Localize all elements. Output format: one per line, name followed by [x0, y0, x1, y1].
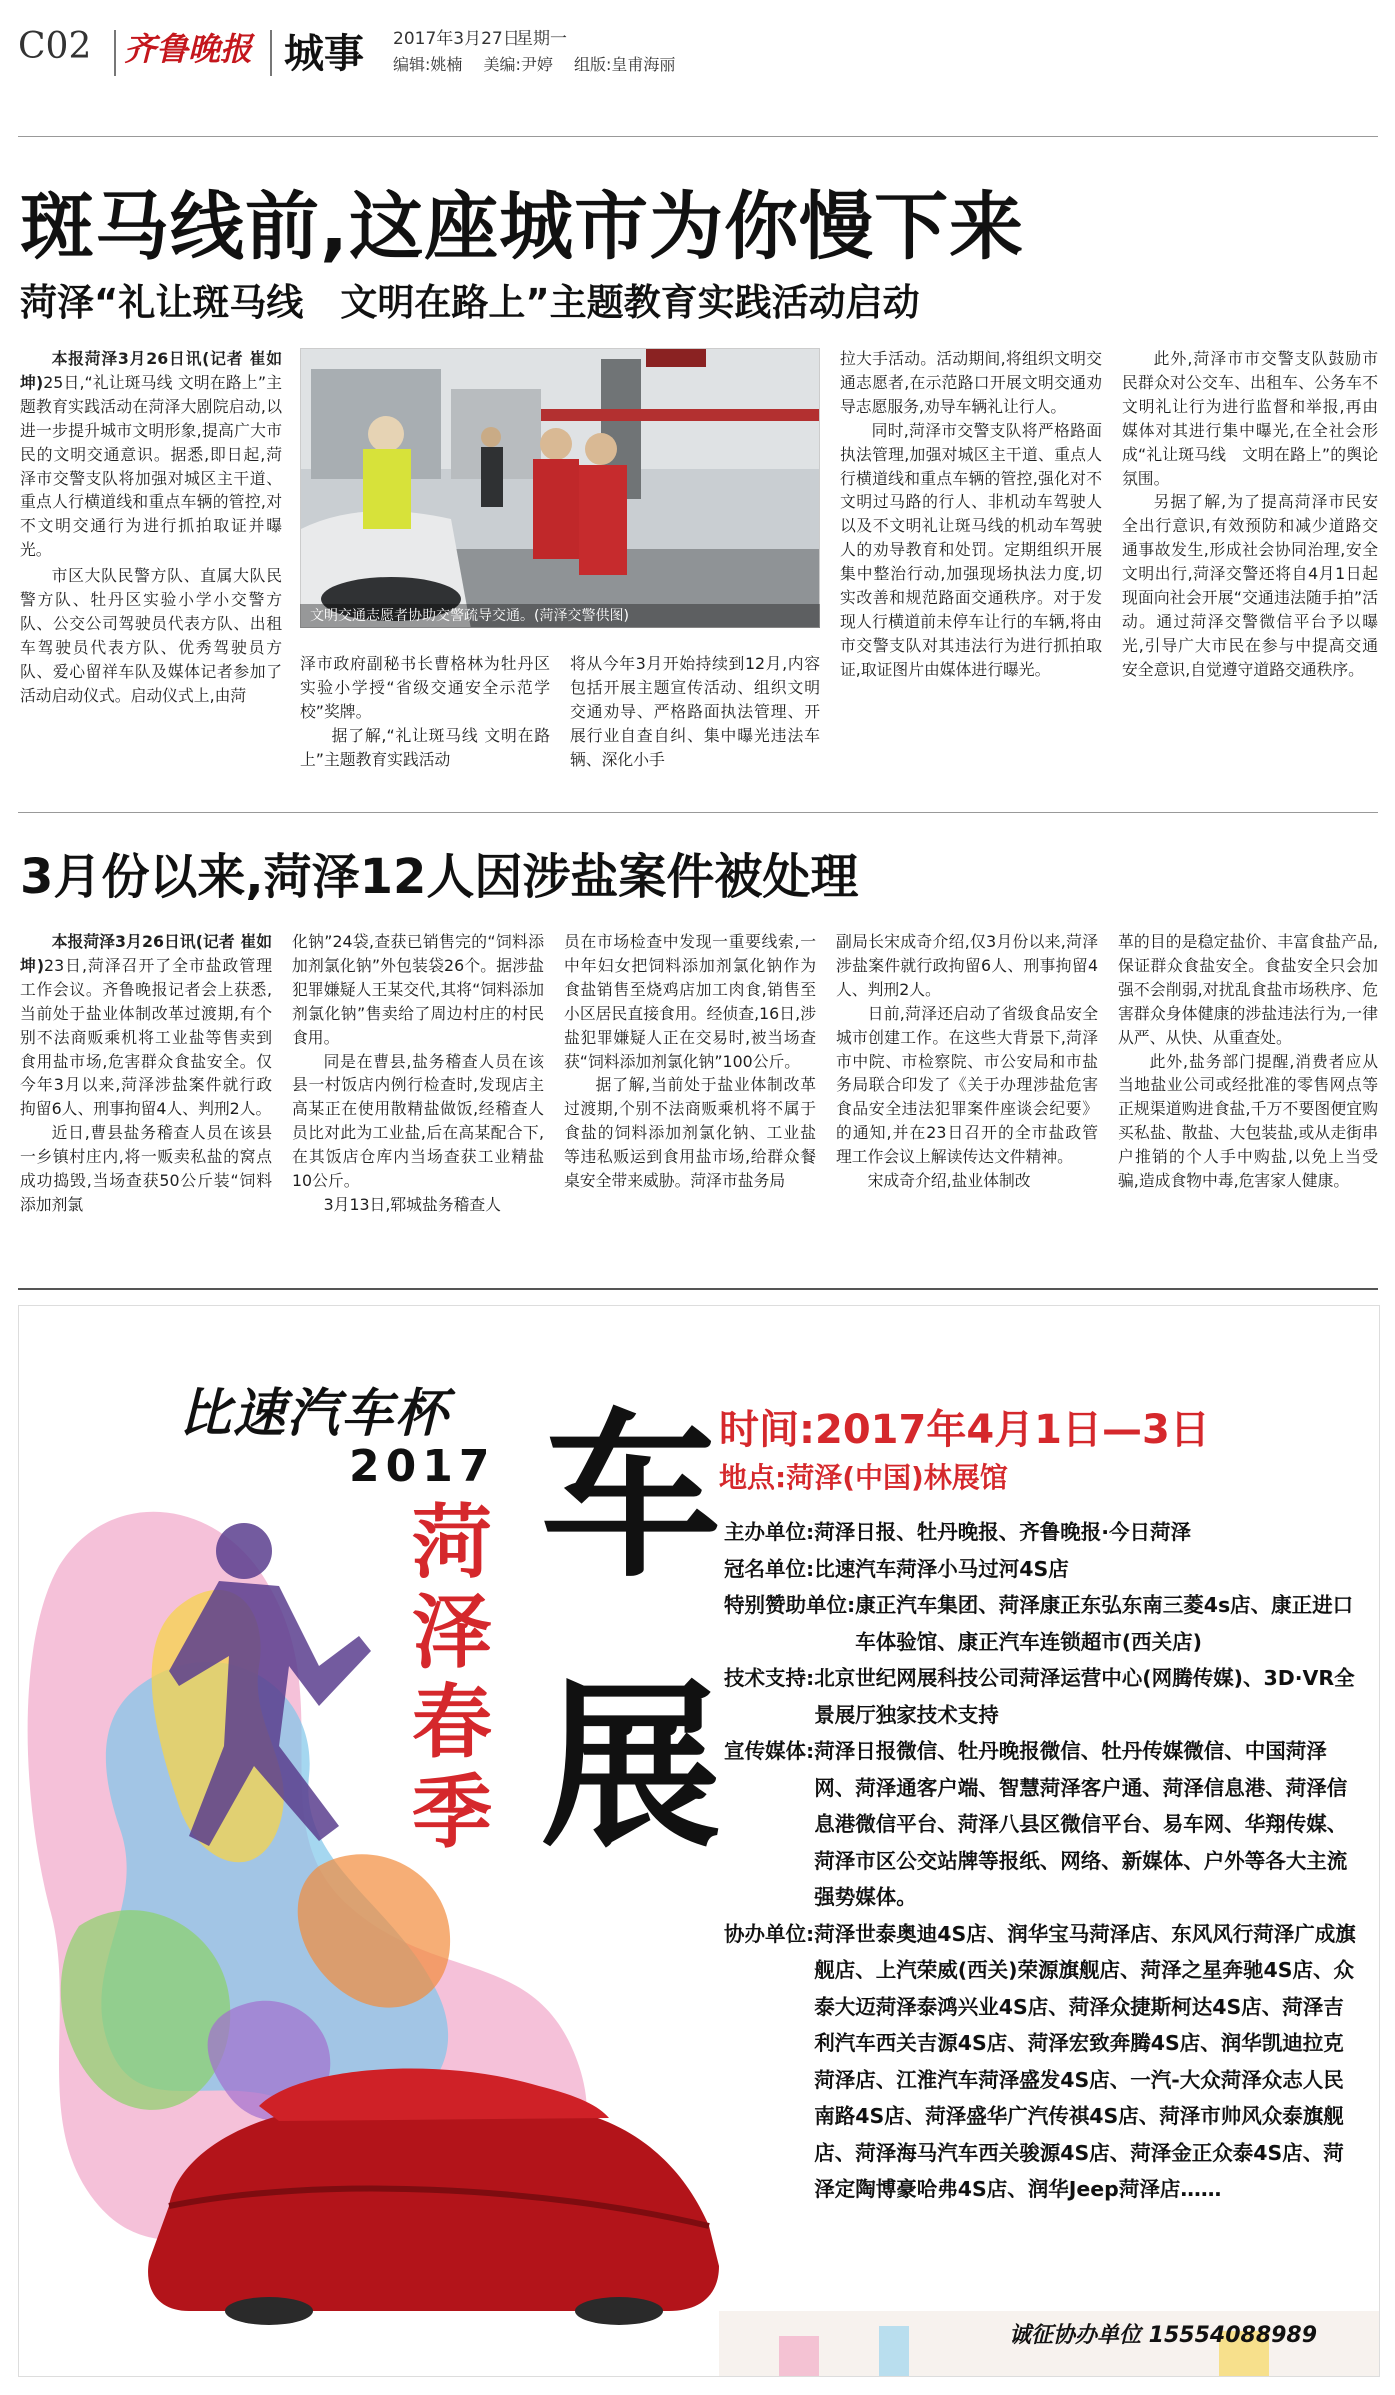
ad-place: 地点:菏泽(中国)林展馆	[719, 1461, 1008, 1494]
auto-show-advertisement	[18, 1305, 1380, 2377]
article1-headline: 斑马线前,这座城市为你慢下来	[20, 184, 1025, 270]
issue-weekday: 星期一	[516, 29, 567, 49]
article1-photo	[300, 348, 820, 628]
article1-dateline: 本报菏泽3月26日讯(记者 崔如坤)	[20, 349, 282, 392]
ad-info-row: 冠名单位: 比速汽车菏泽小马过河4S店	[724, 1556, 1069, 1581]
article2-column-3: 员在市场检查中发现一重要线索,一中年妇女把饲料添加剂氯化钠作为食盐销售至烧鸡店加工肉食,销售至小区居民直接食用。经侦查,16日,涉盐犯罪嫌疑人正在交易时,被当场查获“饲料添加剂氯化钠”100公斤。 据了解,当前处于盐业体制改革过渡期,个别不法商贩乘机将不属于食盐的饲料添加剂氯化钠、工业盐等违私贩运到食用盐市场,给群众餐桌安全带来威胁。菏泽市盐务局	[564, 932, 816, 1191]
section-rule	[18, 812, 1378, 813]
ad-big-title: 车展	[541, 1391, 722, 1872]
paper-name-logo: 齐鲁晚报	[124, 30, 253, 68]
article2-column-5: 革的目的是稳定盐价、丰富食盐产品,保证群众食盐安全。食盐安全只会加强不会削弱,对扰乱食盐市场秩序、危害群众身体健康的涉盐违法行为,一律从严、从快、从重查处。 此外,盐务部门提醒,消费者应从当地盐业公司或经批准的零售网点等正规渠道购进食盐,千万不要图便宜购买私盐、散盐、大包装盐,或从走街串户推销的个人手中购盐,以免上当受骗,造成食物中毒,危害家人健康。	[1118, 932, 1378, 1191]
ad-info-row: 技术支持: 北京世纪网展科技公司菏泽运营中心(网腾传媒)、3D·VR全景展厅独家技术支持	[724, 1666, 1355, 1727]
masthead	[18, 18, 1378, 118]
article2-column-2: 化钠”24袋,查获已销售完的“饲料添加剂氯化钠”外包装袋26个。据涉盐犯罪嫌疑人王某交代,其将“饲料添加剂氯化钠”售卖给了周边村庄的村民食用。 同是在曹县,盐务稽查人员在该县一村饭店内例行检查时,发现店主高某正在使用散精盐做饭,经稽查人员比对此为工业盐,后在高某配合下,在其饭店仓库内当场查获工业精盐10公斤。 3月13日,郓城盐务稽查人	[292, 932, 544, 1214]
section-title: 城事	[284, 31, 364, 77]
ad-organizer-list	[724, 1514, 1364, 2208]
ad-contact: 诚征协办单位 15554088989	[1009, 2323, 1318, 2348]
issue-date: 2017年3月27日	[393, 29, 520, 49]
article1-column-2: 泽市政府副秘书长曹格林为牡丹区实验小学授“省级交通安全示范学校”奖牌。 据了解,“礼让斑马线 文明在路上”主题教育实践活动	[300, 654, 550, 769]
article2-dateline: 本报菏泽3月26日讯(记者 崔如坤)	[20, 932, 272, 975]
masthead-divider	[270, 30, 272, 76]
ad-info-row: 主办单位: 菏泽日报、牡丹晚报、齐鲁晚报·今日菏泽	[724, 1520, 1191, 1544]
article2-column-4: 副局长宋成奇介绍,仅3月份以来,菏泽涉盐案件就行政拘留6人、刑事拘留4人、判刑2人。 日前,菏泽还启动了省级食品安全城市创建工作。在这些大背景下,菏泽市中院、市检察院、市公安局和市盐务局联合印发了《关于办理涉盐危害食品安全违法犯罪案件座谈会纪要》的通知,并在23日召开的全市盐政管理工作会议上解读传达文件精神。 宋成奇介绍,盐业体制改	[836, 932, 1098, 1191]
article1-column-3: 将从今年3月开始持续到12月,内容包括开展主题宣传活动、组织文明交通劝导、严格路面执法管理、开展行业自查自纠、集中曝光违法车辆、深化小手	[570, 654, 820, 769]
page-number: C02	[18, 26, 92, 67]
ad-info-row: 协办单位: 菏泽世泰奥迪4S店、润华宝马菏泽店、东风风行菏泽广成旗舰店、上汽荣威(西关)荣源旗舰店、菏泽之星奔驰4S店、众泰大迈菏泽泰鸿兴业4S店、菏泽众捷斯柯达4S店、菏泽吉利汽车西关吉源4S店、菏泽宏致奔腾4S店、润华凯迪拉克菏泽店、江淮汽车菏泽盛发4S店、一汽-大众菏泽众志人民南路4S店、菏泽盛华广汽传祺4S店、菏泽市帅风众泰旗舰店、菏泽海马汽车西关骏源4S店、菏泽金正众泰4S店、菏泽定陶博豪哈弗4S店、润华Jeep菏泽店……	[724, 1921, 1356, 2201]
article2-headline: 3月份以来,菏泽12人因涉盐案件被处理	[20, 849, 859, 905]
ad-year: 2017	[349, 1441, 496, 1492]
ad-rule	[18, 1288, 1378, 1290]
article1-column-1: 本报菏泽3月26日讯(记者 崔如坤)25日,“礼让斑马线 文明在路上”主题教育实践活动在菏泽大剧院启动,以进一步提升城市文明形象,提高广大市民的文明交通意识。据悉,即日起,菏泽市交警支队将加强对城区主干道、重点人行横道线和重点车辆的管控,对不文明交通行为进行抓拍取证并曝光。 市区大队民警方队、直属大队民警方队、牡丹区实验小学小交警方队、公交公司驾驶员代表方队、出租车驾驶员代表方队、优秀驾驶员方队、爱心留祥车队及媒体记者参加了活动启动仪式。启动仪式上,由菏	[20, 349, 282, 705]
ad-brand: 比速汽车杯	[179, 1384, 450, 1444]
article2-column-1: 本报菏泽3月26日讯(记者 崔如坤)23日,菏泽召开了全市盐政管理工作会议。齐鲁晚报记者会上获悉,当前处于盐业体制改革过渡期,有个别不法商贩乘机将工业盐等售卖到食用盐市场,危害群众食盐安全。仅今年3月以来,菏泽涉盐案件就行政拘留6人、刑事拘留4人、判刑2人。 近日,曹县盐务稽查人员在该县一乡镇村庄内,将一贩卖私盐的窝点成功捣毁,当场查获50公斤装“饲料添加剂氯	[20, 932, 272, 1214]
ad-info-row: 特别赞助单位: 康正汽车集团、菏泽康正东弘东南三菱4s店、康正进口车体验馆、康正汽车连锁超市(西关店)	[724, 1593, 1354, 1654]
editor-credits: 编辑:姚楠 美编:尹婷 组版:皇甫海丽	[393, 55, 676, 74]
photo-caption: 文明交通志愿者协助交警疏导交通。(菏泽交警供图)	[300, 604, 820, 628]
masthead-divider	[114, 30, 116, 76]
article1-column-5: 此外,菏泽市市交警支队鼓励市民群众对公交车、出租车、公务车不文明礼让行为进行监督和举报,再由媒体对其进行集中曝光,在全社会形成“礼让斑马线 文明在路上”的舆论氛围。 另据了解,为了提高菏泽市民安全出行意识,有效预防和减少道路交通事故发生,形成社会协同治理,安全文明出行,菏泽交警还将自4月1日起现面向社会开展“交通违法随手拍”活动。通过菏泽交警微信平台予以曝光,引导广大市民在参与中提高交通安全意识,自觉遵守道路交通秩序。	[1122, 349, 1378, 679]
traffic-photo-image	[301, 349, 820, 628]
masthead-rule	[18, 136, 1378, 137]
ad-season: 菏泽春季	[412, 1496, 492, 1859]
ad-time: 时间:2017年4月1日—3日	[719, 1407, 1210, 1453]
article1-column-4: 拉大手活动。活动期间,将组织文明交通志愿者,在示范路口开展文明交通劝导志愿服务,劝导车辆礼让行人。 同时,菏泽市交警支队将严格路面执法管理,加强对城区主干道、重点人行横道线和重点车辆的管控,强化对不文明过马路的行人、非机动车驾驶人以及不文明礼让斑马线的机动车驾驶人的劝导教育和处罚。定期组织开展集中整治行动,加强现场执法力度,切实改善和规范路面交通秩序。对于发现人行横道前未停车让行的车辆,将由市交警支队对其违法行为进行抓拍取证,取证图片由媒体进行曝光。	[840, 349, 1102, 679]
ad-info-row: 宣传媒体: 菏泽日报微信、牡丹晚报微信、牡丹传媒微信、中国菏泽网、菏泽通客户端、智慧菏泽客户通、菏泽信息港、菏泽信息港微信平台、菏泽八县区微信平台、易车网、华翔传媒、菏泽市区公交站牌等报纸、网络、新媒体、户外等各大主流强势媒体。	[724, 1739, 1348, 1909]
article1-subheadline: 菏泽“礼让斑马线 文明在路上”主题教育实践活动启动	[20, 281, 920, 324]
